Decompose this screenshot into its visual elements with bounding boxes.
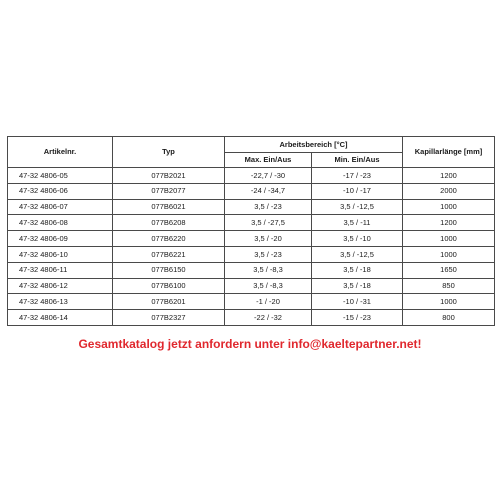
cell-artikelnr: 47-32 4806-08 xyxy=(8,215,113,231)
table-row xyxy=(8,310,495,326)
cell-typ: 077B6201 xyxy=(113,294,225,310)
cell-max: -24 / -34,7 xyxy=(225,183,312,199)
catalog-request-text: Gesamtkatalog jetzt anfordern unter info@kaeltepartner.net! xyxy=(78,337,422,351)
cell-min: 3,5 / -12,5 xyxy=(312,246,403,262)
cell-max: 3,5 / -20 xyxy=(225,231,312,247)
cell-max: -22,7 / -30 xyxy=(225,168,312,184)
cell-artikelnr: 47-32 4806-12 xyxy=(8,278,113,294)
cell-kapillar: 1000 xyxy=(403,199,495,215)
cell-max: 3,5 / -8,3 xyxy=(225,278,312,294)
cell-max: 3,5 / -27,5 xyxy=(225,215,312,231)
cell-typ: 077B2327 xyxy=(113,310,225,326)
cell-min: -17 / -23 xyxy=(312,168,403,184)
table-body xyxy=(8,168,495,326)
product-table-container xyxy=(7,136,494,326)
cell-kapillar: 1000 xyxy=(403,231,495,247)
cell-min: 3,5 / -12,5 xyxy=(312,199,403,215)
table-row xyxy=(8,278,495,294)
cell-artikelnr: 47-32 4806-13 xyxy=(8,294,113,310)
header-artikelnr: Artikelnr. xyxy=(8,137,113,168)
cell-typ: 077B6221 xyxy=(113,246,225,262)
header-arbeitsbereich: Arbeitsbereich [°C] xyxy=(225,137,403,153)
header-min-ein-aus: Min. Ein/Aus xyxy=(312,153,403,168)
cell-max: 3,5 / -8,3 xyxy=(225,262,312,278)
cell-typ: 077B6021 xyxy=(113,199,225,215)
cell-typ: 077B6208 xyxy=(113,215,225,231)
table-row xyxy=(8,262,495,278)
header-kapillarlaenge: Kapillarlänge [mm] xyxy=(403,137,495,168)
cell-min: 3,5 / -10 xyxy=(312,231,403,247)
cell-typ: 077B6220 xyxy=(113,231,225,247)
table-row xyxy=(8,215,495,231)
cell-kapillar: 1200 xyxy=(403,168,495,184)
cell-artikelnr: 47-32 4806-05 xyxy=(8,168,113,184)
product-table xyxy=(7,136,495,326)
cell-artikelnr: 47-32 4806-11 xyxy=(8,262,113,278)
cell-min: 3,5 / -18 xyxy=(312,262,403,278)
cell-kapillar: 1000 xyxy=(403,246,495,262)
cell-min: -15 / -23 xyxy=(312,310,403,326)
cell-typ: 077B6100 xyxy=(113,278,225,294)
cell-typ: 077B2077 xyxy=(113,183,225,199)
cell-artikelnr: 47-32 4806-07 xyxy=(8,199,113,215)
cell-artikelnr: 47-32 4806-10 xyxy=(8,246,113,262)
cell-artikelnr: 47-32 4806-09 xyxy=(8,231,113,247)
table-row xyxy=(8,231,495,247)
cell-artikelnr: 47-32 4806-14 xyxy=(8,310,113,326)
cell-typ: 077B2021 xyxy=(113,168,225,184)
cell-min: 3,5 / -11 xyxy=(312,215,403,231)
table-row xyxy=(8,246,495,262)
table-row xyxy=(8,183,495,199)
cell-kapillar: 850 xyxy=(403,278,495,294)
cell-min: 3,5 / -18 xyxy=(312,278,403,294)
cell-kapillar: 1650 xyxy=(403,262,495,278)
cell-kapillar: 2000 xyxy=(403,183,495,199)
cell-kapillar: 1000 xyxy=(403,294,495,310)
cell-min: -10 / -17 xyxy=(312,183,403,199)
table-row xyxy=(8,199,495,215)
table-row xyxy=(8,168,495,184)
cell-max: -1 / -20 xyxy=(225,294,312,310)
cell-max: -22 / -32 xyxy=(225,310,312,326)
header-max-ein-aus: Max. Ein/Aus xyxy=(225,153,312,168)
cell-artikelnr: 47-32 4806-06 xyxy=(8,183,113,199)
cell-typ: 077B6150 xyxy=(113,262,225,278)
table-header xyxy=(8,137,495,168)
table-row xyxy=(8,294,495,310)
cell-kapillar: 1200 xyxy=(403,215,495,231)
cell-min: -10 / -31 xyxy=(312,294,403,310)
cell-max: 3,5 / -23 xyxy=(225,246,312,262)
header-typ: Typ xyxy=(113,137,225,168)
cell-max: 3,5 / -23 xyxy=(225,199,312,215)
cell-kapillar: 800 xyxy=(403,310,495,326)
